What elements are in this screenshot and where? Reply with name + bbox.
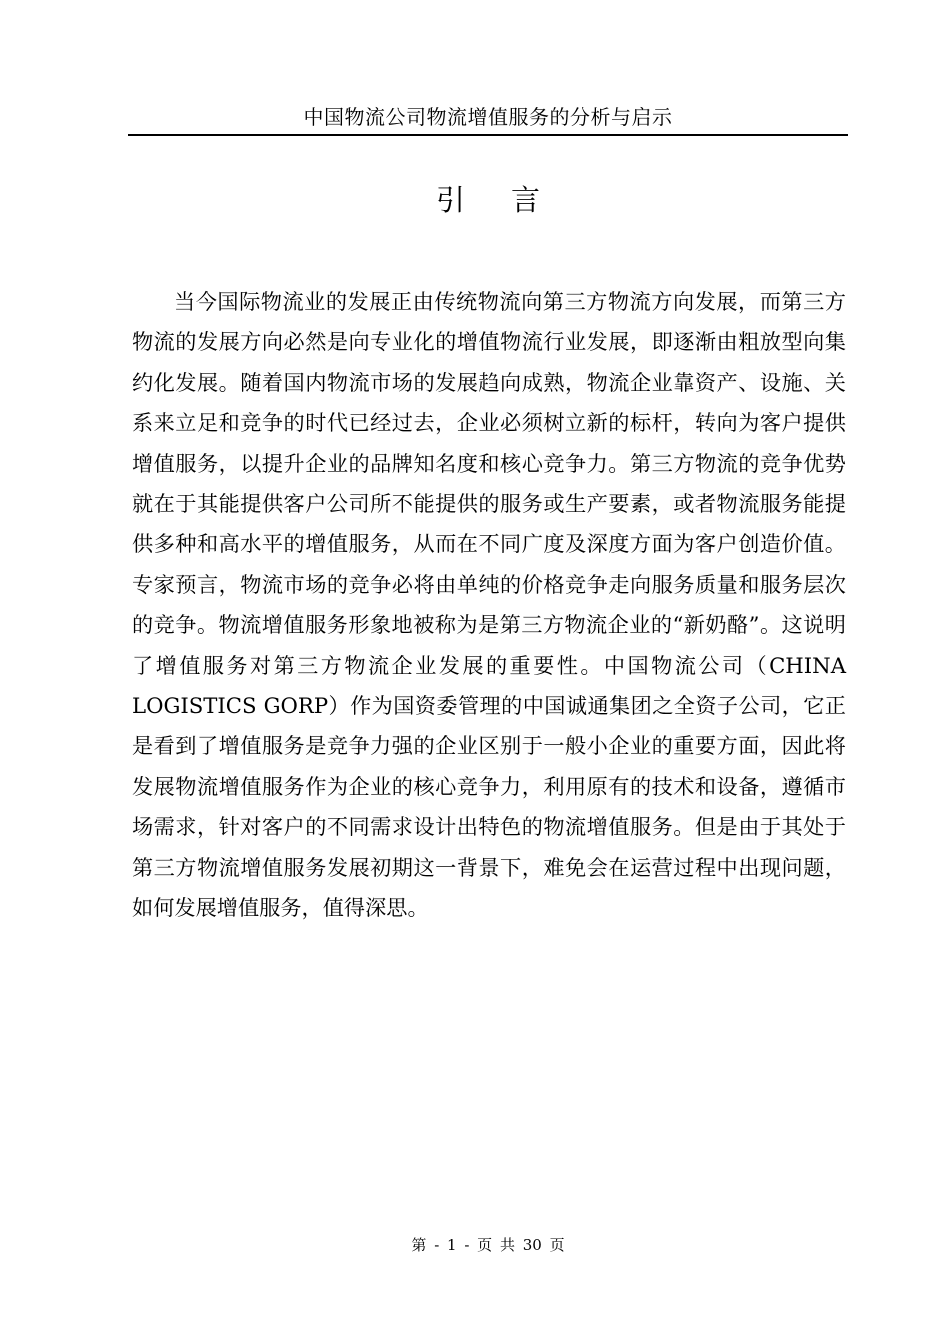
page-number: 第 - 1 - 页 共 30 页: [411, 1236, 565, 1254]
section-title: 引言: [435, 183, 586, 217]
header-rule: [128, 134, 848, 136]
running-header: 中国物流公司物流增值服务的分析与启示: [303, 105, 673, 129]
body-paragraph: 当今国际物流业的发展正由传统物流向第三方物流方向发展，而第三方物流的发展方向必然是向专业化的增值物流行业发展，即逐渐由粗放型向集约化发展。随着国内物流市场的发展趋向成熟，物流企业靠资产、设施、关系来立足和竞争的时代已经过去，企业必须树立新的标杆，转向为客户提供增值服务，以提升企业的品牌知名度和核心竞争力。第三方物流的竞争优势就在于其能提供客户公司所不能提供的服务或生产要素，或者物流服务能提供多种和高水平的增值服务，从而在不同广度及深度方面为客户创造价值。专家预言，物流市场的竞争必将由单纯的价格竞争走向服务质量和服务层次的竞争。物流增值服务形象地被称为是第三方物流企业的“新奶酪”。这说明了增值服务对第三方物流企业发展的重要性。中国物流公司（CHINA LOGISTICS GORP）作为国资委管理的中国诚通集团之全资子公司，它正是看到了增值服务是竞争力强的企业区别于一般小企业的重要方面，因此将发展物流增值服务作为企业的核心竞争力，利用原有的技术和设备，遵循市场需求，针对客户的不同需求设计出特色的物流增值服务。但是由于其处于第三方物流增值服务发展初期这一背景下，难免会在运营过程中出现问题，如何发展增值服务，值得深思。: [132, 289, 846, 921]
